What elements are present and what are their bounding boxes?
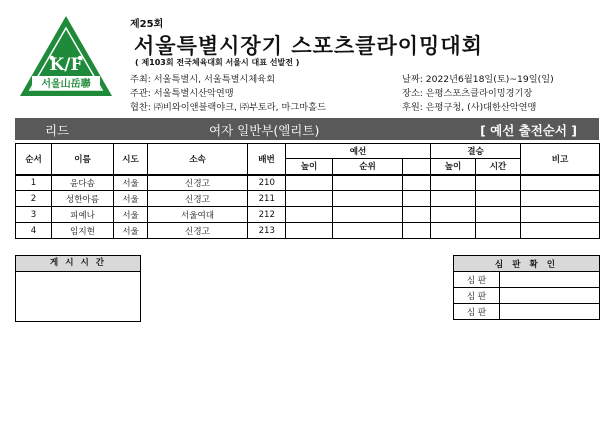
row-no: 3 xyxy=(16,207,52,223)
referee-title: 심 판 확 인 xyxy=(454,256,600,272)
row-no: 2 xyxy=(16,191,52,207)
referee-row xyxy=(454,304,600,320)
referee-confirmation xyxy=(453,255,600,320)
support-info: 후원: 은평구청, (사)대한산악연맹 xyxy=(402,102,537,113)
referee-label: 심 판 xyxy=(454,288,500,304)
row-region: 서울 xyxy=(114,175,148,191)
order-label: [ 예선 출전순서 ] xyxy=(480,123,577,138)
venue-info: 장소: 은평스포츠클라이밍경기장 xyxy=(402,88,533,99)
row-name: 윤다솜 xyxy=(52,175,114,191)
table-row xyxy=(16,223,600,239)
row-no: 1 xyxy=(16,175,52,191)
page-title: 서울특별시장기 스포츠클라이밍대회 xyxy=(134,33,483,58)
row-affiliation: 신경고 xyxy=(148,175,248,191)
col-no: 순서 xyxy=(16,144,52,175)
referee-row xyxy=(454,288,600,304)
table-row xyxy=(16,191,600,207)
col-qual-rank: 순위 xyxy=(333,159,403,175)
organizer-info: 주관: 서울특별시산악연맹 xyxy=(130,88,234,99)
col-final-height: 높이 xyxy=(431,159,476,175)
start-order-table xyxy=(15,143,600,239)
referee-label: 심 판 xyxy=(454,304,500,320)
col-final: 결승 xyxy=(431,144,521,159)
col-note: 비고 xyxy=(521,144,600,175)
row-name: 피예나 xyxy=(52,207,114,223)
section-bar xyxy=(15,118,599,140)
event-label: 리드 xyxy=(45,123,70,138)
row-bib: 212 xyxy=(248,207,286,223)
federation-logo xyxy=(18,14,114,98)
referee-row xyxy=(454,272,600,288)
posting-time-box xyxy=(15,255,141,322)
posting-time-label: 게 시 시 간 xyxy=(16,256,140,272)
table-row xyxy=(16,207,600,223)
col-region: 시도 xyxy=(114,144,148,175)
edition-label: 제25회 xyxy=(130,19,164,30)
row-affiliation: 서울여대 xyxy=(148,207,248,223)
row-no: 4 xyxy=(16,223,52,239)
row-bib: 213 xyxy=(248,223,286,239)
row-bib: 210 xyxy=(248,175,286,191)
host-info: 주최: 서울특별시, 서울특별시체육회 xyxy=(130,74,275,85)
page-subtitle: ( 제103회 전국체육대회 서울시 대표 선발전 ) xyxy=(135,58,300,67)
col-bib: 배번 xyxy=(248,144,286,175)
col-name: 이름 xyxy=(52,144,114,175)
row-bib: 211 xyxy=(248,191,286,207)
col-qual-height: 높이 xyxy=(286,159,333,175)
col-final-time: 시간 xyxy=(476,159,521,175)
sponsor-info: 협찬: ㈜비와이앤블랙야크, ㈜부토라, 마그마홀드 xyxy=(130,102,326,113)
col-qual-extra xyxy=(403,159,431,175)
date-info: 날짜: 2022년6월18일(토)~19일(일) xyxy=(402,74,554,85)
row-affiliation: 신경고 xyxy=(148,191,248,207)
row-region: 서울 xyxy=(114,191,148,207)
referee-label: 심 판 xyxy=(454,272,500,288)
logo-letters: K/F xyxy=(49,55,83,75)
col-affiliation: 소속 xyxy=(148,144,248,175)
row-region: 서울 xyxy=(114,223,148,239)
row-region: 서울 xyxy=(114,207,148,223)
table-row xyxy=(16,175,600,191)
logo-org-text: 서울山岳聯 xyxy=(41,79,91,90)
row-name: 임지현 xyxy=(52,223,114,239)
division-label: 여자 일반부(엘리트) xyxy=(209,123,320,138)
row-affiliation: 신경고 xyxy=(148,223,248,239)
row-name: 성한아름 xyxy=(52,191,114,207)
col-qualifier: 예선 xyxy=(286,144,431,159)
